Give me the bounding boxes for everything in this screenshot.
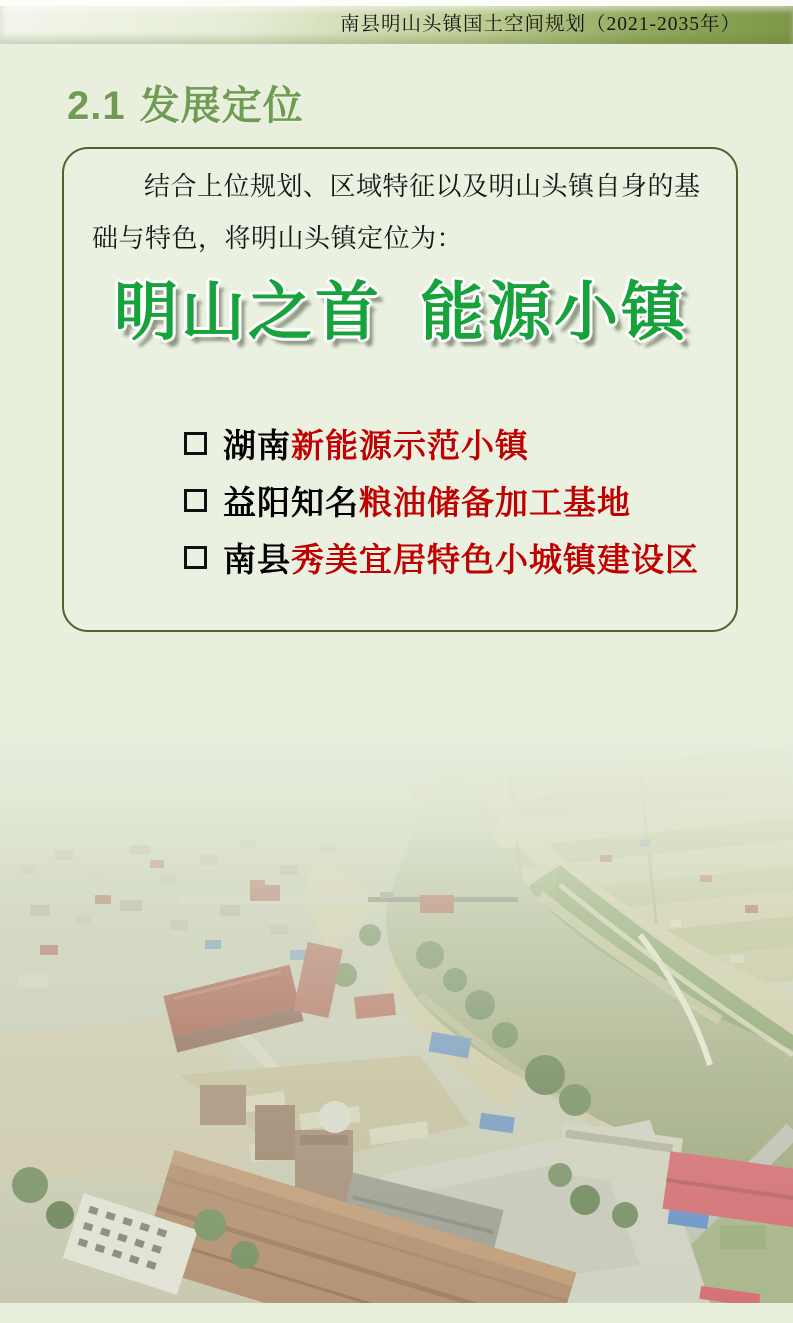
definition-box <box>62 147 738 632</box>
bullet-item <box>184 529 699 586</box>
bullet-text: 南县秀美宜居特色小城镇建设区 <box>223 541 699 578</box>
square-bullet-icon <box>184 432 207 455</box>
bullet-item <box>184 472 699 529</box>
aerial-photo <box>0 745 793 1303</box>
bullet-text: 益阳知名粮油储备加工基地 <box>223 484 631 521</box>
slogan-part2: 能源小镇 <box>420 276 688 348</box>
header-bar <box>0 6 793 44</box>
slogan-part1: 明山之首 <box>114 276 382 348</box>
section-title: 发展定位 <box>139 84 304 128</box>
section-number: 2.1 <box>67 84 126 128</box>
square-bullet-icon <box>184 546 207 569</box>
section-heading <box>67 74 304 131</box>
bullet-list <box>184 415 699 586</box>
slogan <box>114 277 688 347</box>
bullet-text: 湖南新能源示范小镇 <box>223 427 529 464</box>
header-title: 南县明山头镇国土空间规划（2021-2035年） <box>340 14 741 35</box>
intro-paragraph: 结合上位规划、区域特征以及明山头镇自身的基础与特色，将明山头镇定位为： <box>92 172 701 253</box>
square-bullet-icon <box>184 489 207 512</box>
bullet-item <box>184 415 699 472</box>
